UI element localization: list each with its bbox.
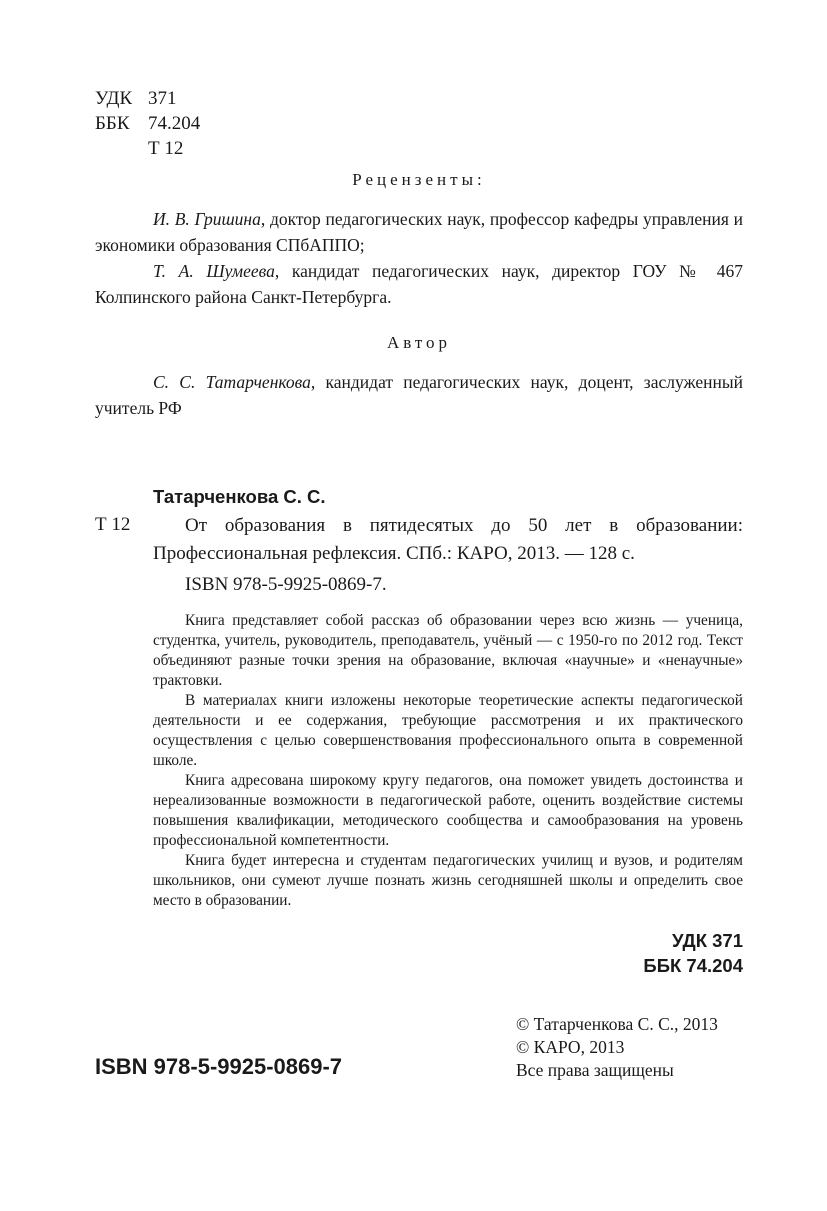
catalog-author: Татарченкова С. С.: [153, 486, 326, 507]
reviewer-1-name: И. В. Гришина: [153, 209, 261, 229]
isbn-bold: ISBN 978-5-9925-0869-7: [95, 1054, 343, 1079]
reviewer-1-text: , доктор педагогических наук, профессор кафедры управления и экономики образования СПбАППО;: [95, 209, 743, 255]
abstract-paragraph-1: Книга представляет собой рассказ об образовании через всю жизнь — ученица, студентка, учитель, руководитель, преподаватель, учёный — с 1950-го по 2012 год. Текст объединяют разные точки зрения на образование, включая «научные» и «ненаучные» трактовки.: [153, 612, 743, 689]
abstract-paragraph-2: В материалах книги изложены некоторые теоретические аспекты педагогической деятельности и ее содержания, требующие рассмотрения и их практического осуществления с целью совершенствования профессионального опыта в современной школе.: [153, 692, 743, 769]
abstract-paragraph-3: Книга адресована широкому кругу педагогов, она поможет увидеть достоинства и нереализованные возможности в педагогической работе, оценить воздействие системы повышения квалификации, методического сообщества и самообразования на уровень профессиональной компетентности.: [153, 772, 743, 849]
bbk-value: 74.204: [148, 113, 201, 134]
copyright-publisher: © КАРО, 2013: [516, 1037, 625, 1057]
copyright-block: [516, 1013, 718, 1082]
reviewer-1: [95, 206, 743, 258]
author-info: [95, 369, 743, 421]
udk-value: 371: [148, 88, 177, 109]
udk-row: [95, 86, 200, 111]
author-mark: Т 12: [148, 138, 184, 159]
author-mark-row: [95, 136, 200, 161]
bold-classification: [643, 928, 743, 978]
reviewer-2-text: , кандидат педагогических наук, директор ГОУ № 467 Колпинского района Санкт-Петербурга.: [95, 261, 743, 307]
bold-udk: УДК 371: [671, 930, 743, 951]
author-info-name: С. С. Татарченкова: [153, 372, 311, 392]
bbk-row: [95, 111, 200, 136]
rights-reserved: Все права защищены: [516, 1060, 674, 1080]
reviewers-heading: Рецензенты:: [352, 170, 486, 189]
bbk-label: ББК: [95, 113, 130, 134]
udk-label: УДК: [95, 88, 133, 109]
reviewer-2-name: Т. А. Шумеева: [153, 261, 275, 281]
author-heading: Автор: [386, 333, 452, 352]
abstract-paragraph-4: Книга будет интересна и студентам педагогических училищ и вузов, и родителям школьников, они сумеют лучше познать жизнь сегодняшней школы и определить свое место в образовании.: [153, 852, 743, 909]
copyright-author: © Татарченкова С. С., 2013: [516, 1014, 718, 1034]
catalog-title: От образования в пятидесятых до 50 лет в образовании: Профессиональная рефлексия. СПб.: КАРО, 2013. — 128 с.: [153, 515, 743, 564]
bold-bbk: ББК 74.204: [643, 955, 743, 976]
classification-block: [95, 86, 200, 161]
catalog-isbn: ISBN 978-5-9925-0869-7.: [185, 574, 387, 595]
catalog-code: Т 12: [95, 514, 131, 535]
author-info-text: , кандидат педагогических наук, доцент, заслуженный учитель РФ: [95, 372, 743, 418]
abstract: [153, 611, 743, 911]
reviewer-2: [95, 258, 743, 310]
